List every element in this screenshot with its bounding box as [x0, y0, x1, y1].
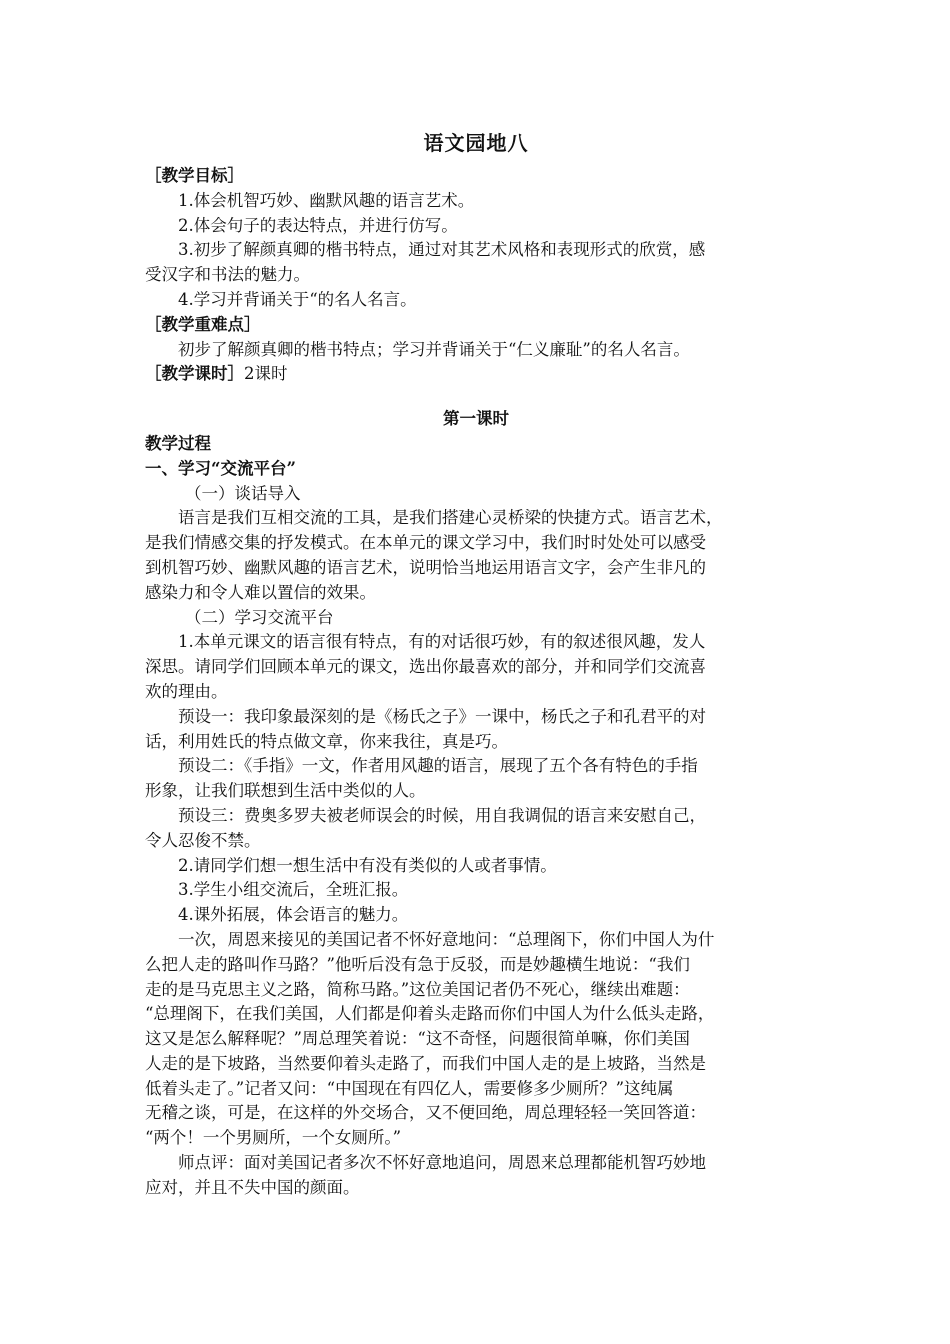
story-line: 人走的是下坡路，当然要仰着头走路了，而我们中国人走的是上坡路，当然是 — [145, 1053, 706, 1073]
paragraph-line: 1.本单元课文的语言很有特点，有的对话很巧妙，有的叙述很风趣，发人 — [178, 632, 706, 652]
step-line: 2.请同学们想一想生活中有没有类似的人或者事情。 — [178, 855, 557, 875]
story-line: 无稽之谈，可是，在这样的外交场合，又不便回绝，周总理轻轻一笑回答道： — [145, 1103, 706, 1123]
paragraph-line: 语言是我们互相交流的工具，是我们搭建心灵桥梁的快捷方式。语言艺术， — [178, 508, 723, 528]
key-points-text: 初步了解颜真卿的楷书特点；学习并背诵关于“仁义廉耻”的名人名言。 — [178, 339, 690, 359]
preset-line: 预设一：我印象最深刻的是《杨氏之子》一课中，杨氏之子和孔君平的对 — [178, 706, 706, 726]
key-points-heading: ［教学重难点］ — [145, 314, 261, 334]
objective-item-continued: 受汉字和书法的魅力。 — [145, 265, 310, 285]
paragraph-line: 深思。请同学们回顾本单元的课文，选出你最喜欢的部分，并和同学们交流喜 — [145, 657, 706, 677]
preset-line: 话，利用姓氏的特点做文章，你来我往，真是巧。 — [145, 731, 508, 751]
subsection-heading: （二）学习交流平台 — [185, 607, 334, 627]
preset-line: 形象，让我们联想到生活中类似的人。 — [145, 781, 426, 801]
objective-item: 3.初步了解颜真卿的楷书特点，通过对其艺术风格和表现形式的欣赏，感 — [178, 240, 706, 260]
story-line: 低着头走了。”记者又问：“中国现在有四亿人，需要修多少厕所？”这纯属 — [145, 1078, 674, 1098]
preset-line: 预设三：费奥多罗夫被老师误会的时候，用自我调侃的语言来安慰自己， — [178, 805, 706, 825]
hours-heading: ［教学课时］ — [145, 364, 244, 384]
preset-line: 预设二：《手指》一文，作者用风趣的语言，展现了五个各有特色的手指 — [178, 756, 698, 776]
paragraph-line: 感染力和令人难以置信的效果。 — [145, 582, 376, 602]
objectives-heading: ［教学目标］ — [145, 166, 244, 185]
step-line: 4.课外拓展，体会语言的魅力。 — [178, 905, 409, 925]
preset-line: 令人忍俊不禁。 — [145, 830, 261, 850]
objective-item: 4.学习并背诵关于“的名人名言。 — [178, 289, 417, 309]
objective-item: 2.体会句子的表达特点，并进行仿写。 — [178, 215, 458, 235]
spacer — [145, 387, 807, 407]
story-line: “总理阁下，在我们美国，人们都是仰着头走路而你们中国人为什么低头走路， — [145, 1004, 715, 1024]
hours-value: 2课时 — [244, 364, 288, 384]
story-line: 一次，周恩来接见的美国记者不怀好意地问：“总理阁下，你们中国人为什 — [178, 929, 715, 949]
story-line: 这又是怎么解释呢？”周总理笑着说：“这不奇怪，问题很简单嘛，你们美国 — [145, 1029, 690, 1049]
process-heading: 教学过程 — [145, 433, 211, 453]
comment-line: 师点评：面对美国记者多次不怀好意地追问，周恩来总理都能机智巧妙地 — [178, 1153, 706, 1173]
document-page — [145, 128, 807, 1201]
paragraph-line: 到机智巧妙、幽默风趣的语言艺术，说明恰当地运用语言文字，会产生非凡的 — [145, 557, 706, 577]
hours-row — [145, 362, 807, 387]
objective-item: 1.体会机智巧妙、幽默风趣的语言艺术。 — [178, 190, 475, 210]
story-line: 么把人走的路叫作马路？”他听后没有急于反驳，而是妙趣横生地说：“我们 — [145, 954, 690, 974]
step-line: 3.学生小组交流后，全班汇报。 — [178, 880, 409, 900]
comment-line: 应对，并且不失中国的颜面。 — [145, 1177, 360, 1197]
subsection-heading: （一）谈话导入 — [185, 483, 301, 503]
paragraph-line: 欢的理由。 — [145, 681, 228, 701]
story-line: “两个！一个男厕所，一个女厕所。” — [145, 1128, 402, 1148]
lesson-heading: 第一课时 — [443, 409, 509, 429]
section-heading: 一、学习“交流平台” — [145, 458, 296, 478]
story-line: 走的是马克思主义之路，简称马路。”这位美国记者仍不死心，继续出难题： — [145, 979, 690, 999]
paragraph-line: 是我们情感交集的抒发模式。在本单元的课文学习中，我们时时处处可以感受 — [145, 533, 706, 553]
page-title: 语文园地八 — [423, 131, 529, 155]
